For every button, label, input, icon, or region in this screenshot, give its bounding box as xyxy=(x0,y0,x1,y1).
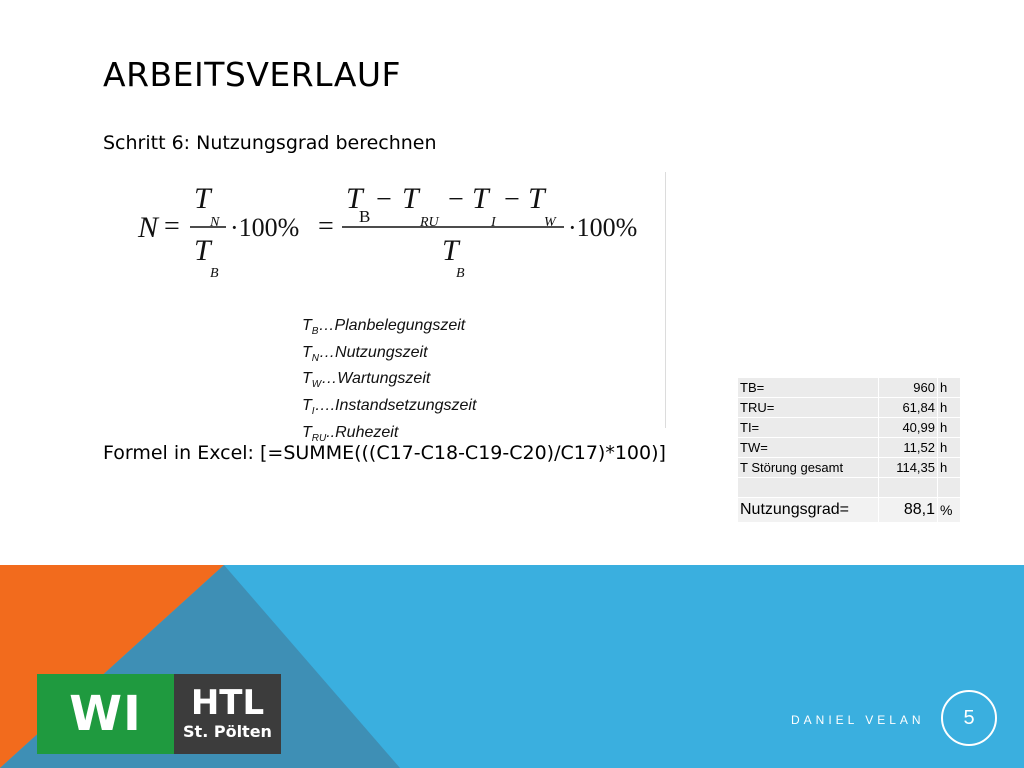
formula-minus-3: − xyxy=(504,184,520,215)
formula-image xyxy=(130,172,666,444)
formula-t-i: T xyxy=(472,182,489,215)
formula-legend xyxy=(302,316,476,449)
cell-label xyxy=(738,478,879,498)
formula-sub-ru: RU xyxy=(420,215,439,230)
formula-tb-1: T xyxy=(194,234,211,267)
legend-subscript: I xyxy=(311,406,315,418)
cell-unit: % xyxy=(938,498,961,523)
legend-symbol: T xyxy=(302,370,312,388)
result-row xyxy=(738,498,961,523)
table-row xyxy=(738,478,961,498)
table-row xyxy=(738,418,961,438)
legend-symbol: T xyxy=(302,343,312,361)
formula-tb-2: T xyxy=(442,234,459,267)
cell-value: 61,84 xyxy=(879,398,938,418)
slide-subtitle: Schritt 6: Nutzungsgrad berechnen xyxy=(103,132,437,154)
formula-sub-b-2: B xyxy=(359,207,371,226)
cell-label: TI= xyxy=(738,418,879,438)
cell-unit: h xyxy=(938,398,961,418)
formula-minus-1: − xyxy=(376,184,392,215)
cell-unit: h xyxy=(938,378,961,398)
formula-sub-i: I xyxy=(491,215,496,230)
cell-label: TRU= xyxy=(738,398,879,418)
cell-unit: h xyxy=(938,418,961,438)
formula-times-2: ·100% xyxy=(568,213,638,242)
formula-t-ru: T xyxy=(402,182,419,215)
legend-row xyxy=(302,396,476,423)
legend-subscript: B xyxy=(311,326,319,338)
cell-value: 11,52 xyxy=(879,438,938,458)
cell-value: 40,99 xyxy=(879,418,938,438)
legend-text: ..Ruhezeit xyxy=(326,423,399,441)
formula-sub-b-1: B xyxy=(210,266,219,281)
legend-subscript: N xyxy=(311,352,320,364)
cell-label: T Störung gesamt xyxy=(738,458,879,478)
logo-wi: WI xyxy=(37,674,174,754)
formula-eq-1: = xyxy=(164,211,180,242)
cell-value: 114,35 xyxy=(879,458,938,478)
formula-sub-n: N xyxy=(210,215,220,230)
legend-row xyxy=(302,316,476,343)
excel-formula: Formel in Excel: [=SUMME(((C17-C18-C19-C20)/C17)*100)] xyxy=(103,442,666,464)
cell-value: 88,1 xyxy=(879,498,938,523)
formula-sub-b-3: B xyxy=(456,266,465,281)
legend-text: …Planbelegungszeit xyxy=(318,317,466,334)
page-number: 5 xyxy=(941,690,997,746)
cell-label: TW= xyxy=(738,438,879,458)
school-logo xyxy=(37,674,281,754)
cell-value xyxy=(879,478,938,498)
formula-eq-2: = xyxy=(318,211,334,242)
table-row xyxy=(738,438,961,458)
legend-symbol: T xyxy=(302,317,312,334)
cell-value: 960 xyxy=(879,378,938,398)
table-row xyxy=(738,458,961,478)
formula-minus-2: − xyxy=(448,184,464,215)
formula-t-w: T xyxy=(528,182,545,215)
formula-sub-w: W xyxy=(544,215,556,230)
formula-times-1: ·100% xyxy=(230,213,300,242)
author-name: DANIEL VELAN xyxy=(791,713,925,727)
cell-label: TB= xyxy=(738,378,879,398)
cell-unit xyxy=(938,478,961,498)
legend-text: …Wartungszeit xyxy=(321,370,431,388)
formula-t-b: T xyxy=(346,182,363,215)
legend-text: …Nutzungszeit xyxy=(319,343,428,361)
calc-table xyxy=(737,377,961,523)
cell-unit: h xyxy=(938,458,961,478)
cell-label: Nutzungsgrad= xyxy=(738,498,879,523)
nutzungsgrad-formula xyxy=(130,172,666,312)
legend-subscript: W xyxy=(311,379,322,391)
cell-unit: h xyxy=(938,438,961,458)
image-edge xyxy=(665,172,666,428)
slide-title: ARBEITSVERLAUF xyxy=(103,55,402,94)
legend-subscript: RU xyxy=(311,432,327,444)
legend-text: ….Instandsetzungszeit xyxy=(314,397,477,415)
legend-symbol: T xyxy=(302,423,312,441)
formula-n: N xyxy=(138,211,159,244)
legend-row xyxy=(302,369,476,396)
table-row xyxy=(738,378,961,398)
logo-htl: HTL St. Pölten xyxy=(174,674,281,754)
formula-tn: T xyxy=(194,182,211,215)
legend-symbol: T xyxy=(302,397,312,415)
legend-row xyxy=(302,343,476,370)
table-row xyxy=(738,398,961,418)
